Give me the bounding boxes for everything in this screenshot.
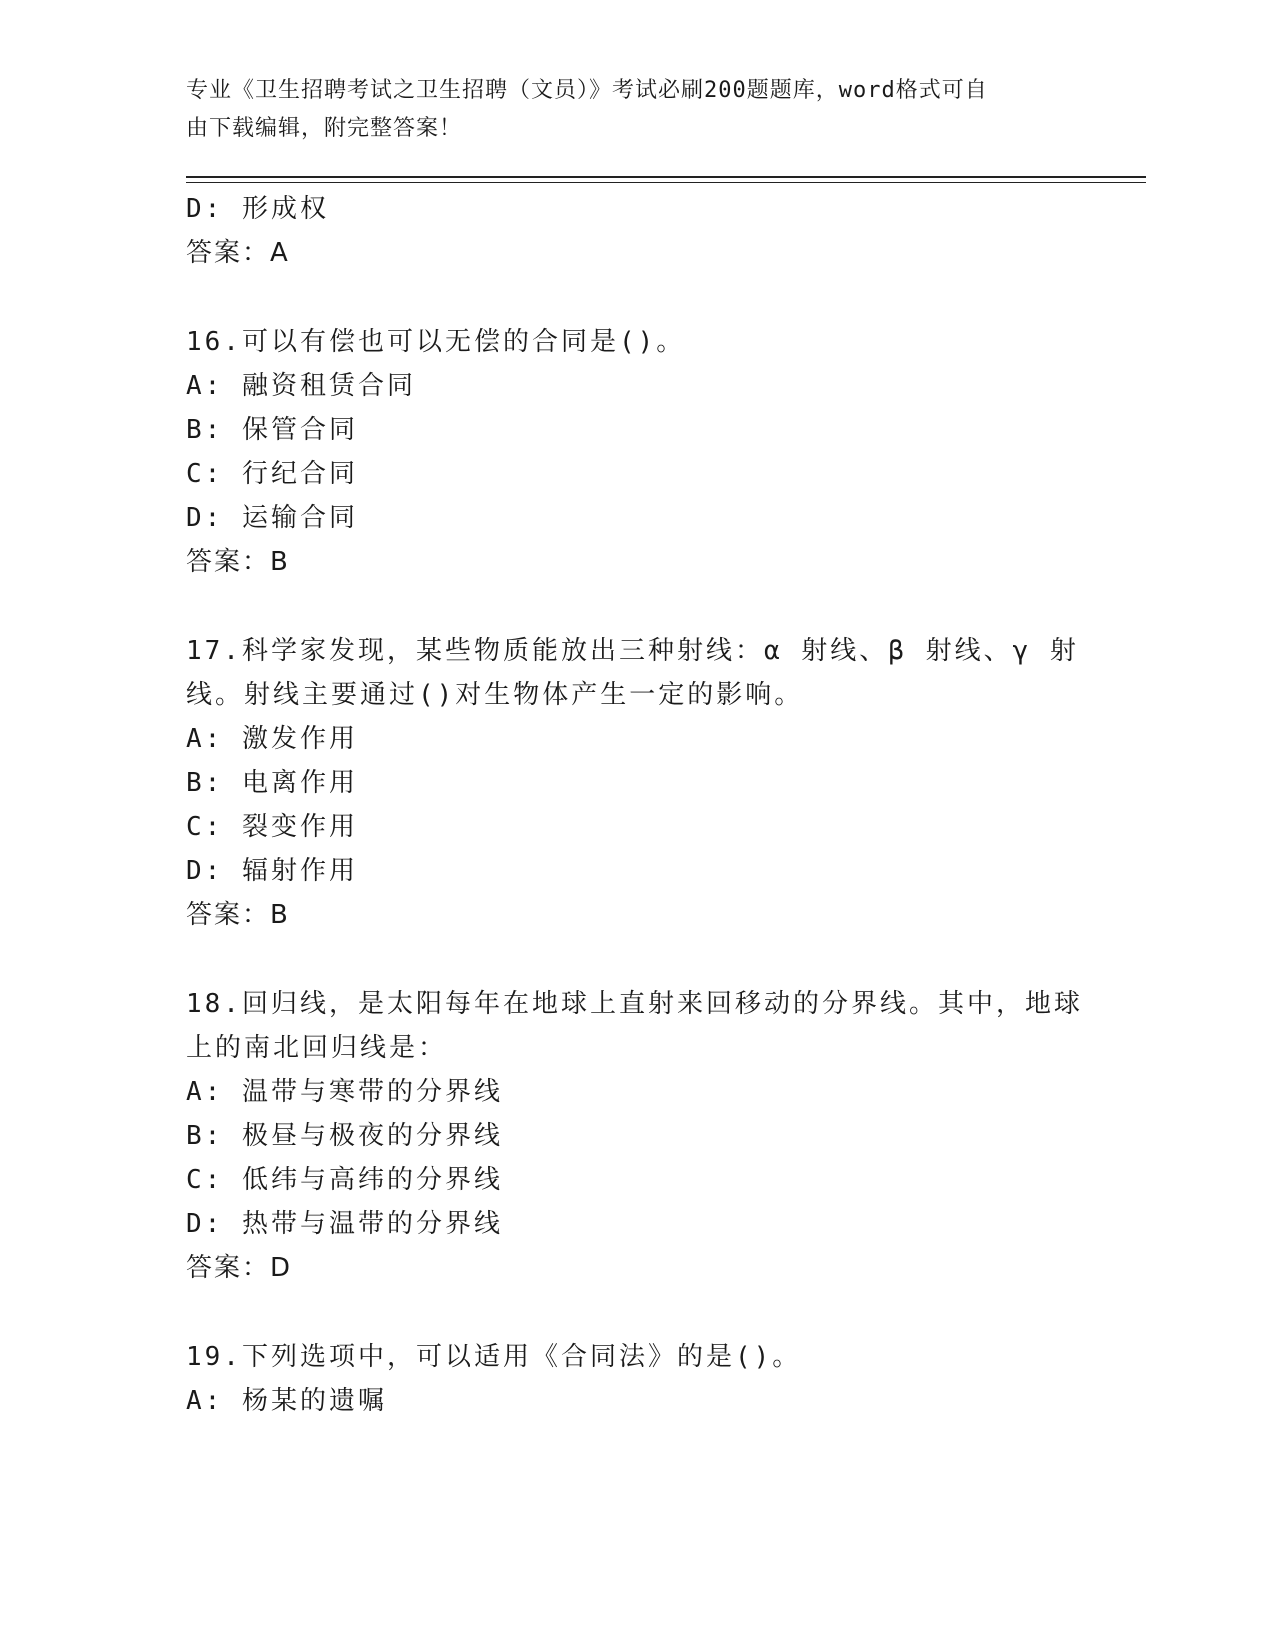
q19-option-a: A: 杨某的遗嘱 xyxy=(186,1386,387,1416)
q16-stem: 16.可以有偿也可以无偿的合同是()。 xyxy=(186,327,686,357)
header-line-2: 由下载编辑，附完整答案！ xyxy=(186,116,463,141)
q17-option-b: B: 电离作用 xyxy=(186,768,358,798)
q15-option-d: D: 形成权 xyxy=(186,194,329,224)
q16-option-a: A: 融资租赁合同 xyxy=(186,371,416,401)
header-divider-thick xyxy=(186,176,1146,178)
header-divider-thin xyxy=(186,182,1146,183)
q18-option-b: B: 极昼与极夜的分界线 xyxy=(186,1121,503,1151)
document-header xyxy=(186,72,1066,148)
q18-stem-line-2: 上的南北回归线是： xyxy=(186,1033,448,1063)
q15-answer: 答案：A xyxy=(186,238,290,268)
q16-answer: 答案：B xyxy=(186,547,290,577)
q17-option-a: A: 激发作用 xyxy=(186,724,358,754)
q16-option-b: B: 保管合同 xyxy=(186,415,358,445)
q17-option-c: C: 裂变作用 xyxy=(186,812,358,842)
q18-option-d: D: 热带与温带的分界线 xyxy=(186,1209,503,1239)
q16-option-d: D: 运输合同 xyxy=(186,503,358,533)
q18-option-a: A: 温带与寒带的分界线 xyxy=(186,1077,503,1107)
q18-answer: 答案：D xyxy=(186,1253,293,1283)
q17-stem-line-2: 线。射线主要通过()对生物体产生一定的影响。 xyxy=(186,680,804,710)
q17-stem-line-1: 17.科学家发现，某些物质能放出三种射线：α 射线、β 射线、γ 射 xyxy=(186,636,1079,666)
q19-stem: 19.下列选项中，可以适用《合同法》的是()。 xyxy=(186,1342,802,1372)
q17-option-d: D: 辐射作用 xyxy=(186,856,358,886)
q18-option-c: C: 低纬与高纬的分界线 xyxy=(186,1165,503,1195)
q16-option-c: C: 行纪合同 xyxy=(186,459,358,489)
header-line-1: 专业《卫生招聘考试之卫生招聘（文员）》考试必刷200题题库，word格式可自 xyxy=(186,78,988,103)
q18-stem-line-1: 18.回归线，是太阳每年在地球上直射来回移动的分界线。其中，地球 xyxy=(186,989,1083,1019)
q17-answer: 答案：B xyxy=(186,900,290,930)
